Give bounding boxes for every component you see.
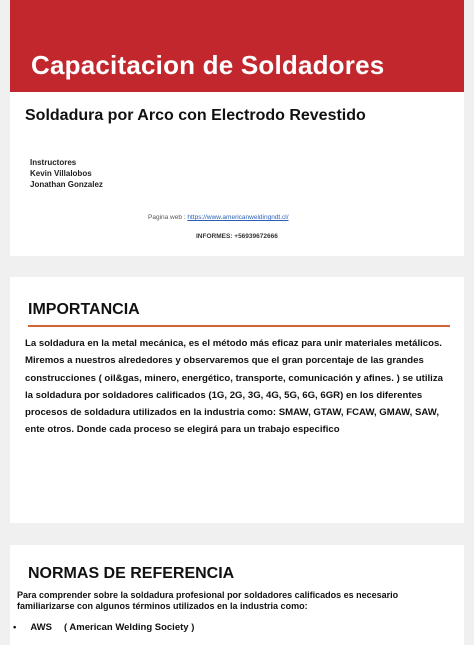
bullet-icon: • <box>13 622 17 633</box>
references-slide <box>10 545 464 645</box>
website-link[interactable]: https://www.americanweldingndt.cl/ <box>187 214 289 221</box>
website-line <box>148 214 289 221</box>
instructors-block <box>30 157 103 190</box>
course-subtitle: Soldadura por Arco con Electrodo Revestido <box>25 107 366 124</box>
title-banner <box>10 0 464 92</box>
title-underline <box>28 325 450 327</box>
list-item <box>13 622 194 633</box>
website-label: Pagina web : <box>148 214 188 221</box>
instructor-name: Jonathan Gonzalez <box>30 180 103 189</box>
references-intro: Para comprender sobre la soldadura profesional por soldadores calificados es necesario familiarizarse con algunos términos utilizados en la industria como: <box>17 590 399 611</box>
section-title-normas: NORMAS DE REFERENCIA <box>28 565 235 582</box>
instructors-heading: Instructores <box>30 158 77 167</box>
standard-name: ( American Welding Society ) <box>63 622 195 633</box>
standard-abbreviation: AWS <box>30 622 52 633</box>
contact-phone: INFORMES: +56939672666 <box>196 233 278 240</box>
course-title: Capacitacion de Soldadores <box>31 50 385 80</box>
importance-paragraph: La soldadura en la metal mecánica, es el método más eficaz para unir materiales metálicos. Miremos a nuestros alrededores y observaremos que el gran porcentaje de las grandes construcciones ( oil&gas, minero, energético, transporte, comunicación y afines. ) se utiliza la soldadura por soldadores calificados (1G, 2G, 3G, 4G, 5G, 6G, 6GR) en los diferentes procesos de soldadura utilizados en la industria como: SMAW, GTAW, FCAW, GMAW, SAW, ente otros. Donde cada proceso se elegirá para un trabajo especifico <box>25 338 443 436</box>
instructor-name: Kevin Villalobos <box>30 169 92 178</box>
importance-slide <box>10 277 464 523</box>
title-slide <box>10 0 464 256</box>
section-title-importancia: IMPORTANCIA <box>28 301 140 318</box>
